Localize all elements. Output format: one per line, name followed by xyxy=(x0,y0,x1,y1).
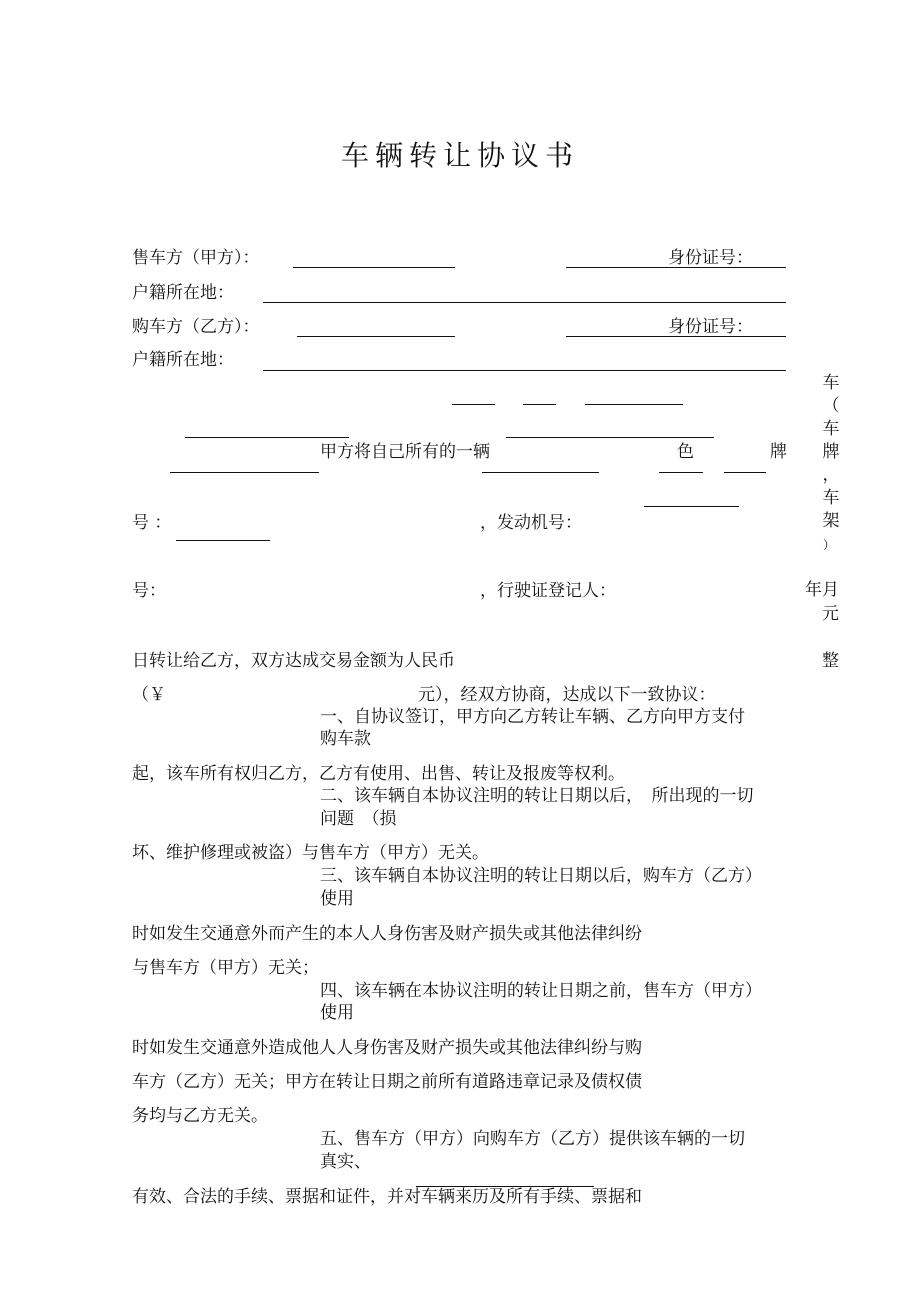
clause-5-line-a: 五、售车方（甲方）向购车方（乙方）提供该车辆的一切 xyxy=(320,1129,745,1149)
page-title: 车辆转让协议书 xyxy=(340,139,579,172)
seller-residence-line[interactable] xyxy=(263,302,786,303)
side-char: 车 xyxy=(822,488,840,508)
clause-3-line-a: 三、该车辆自本协议注明的转让日期以后，购车方（乙方） xyxy=(320,866,762,886)
blank-line[interactable] xyxy=(452,404,495,405)
buyer-id-label: 身份证号： xyxy=(668,317,753,337)
blank-line[interactable] xyxy=(185,437,349,438)
side-char: （ xyxy=(822,396,840,416)
clause-1-line-b: 购车款 xyxy=(320,729,371,749)
clause-2-line-a: 二、该车辆自本协议注明的转让日期以后， 所出现的一切 xyxy=(320,786,754,806)
clause-5-line-b: 真实、 xyxy=(320,1152,371,1172)
transfer-line: 日转让给乙方，双方达成交易金额为人民币 xyxy=(132,651,455,671)
buyer-name-line[interactable] xyxy=(297,336,455,337)
clause-2-line-c: 坏、维护修理或被盗）与售车方（甲方）无关。 xyxy=(132,843,489,863)
clause-4-line-b: 使用 xyxy=(320,1003,354,1023)
side-char: 架 xyxy=(822,511,840,531)
buyer-label: 购车方（乙方）： xyxy=(132,317,260,337)
yuan-side: 元 xyxy=(822,604,839,624)
clause-1-line-c: 起，该车所有权归乙方，乙方有使用、出售、转让及报废等权利。 xyxy=(132,764,625,784)
plate-number-label: 号 ： xyxy=(132,513,172,533)
amount-prefix: （￥ xyxy=(132,685,166,705)
seller-name-line[interactable] xyxy=(293,267,455,268)
engine-number-label: ，发动机号： xyxy=(480,513,582,533)
clause-4-line-e: 务均与乙方无关。 xyxy=(132,1106,268,1126)
clause-1-line-a: 一、自协议签订，甲方向乙方转让车辆、乙方向甲方支付 xyxy=(320,707,745,727)
year-month: 年月 xyxy=(805,580,839,600)
blank-line[interactable] xyxy=(644,506,739,507)
side-char: 牌 xyxy=(822,442,840,462)
clause-2-line-b: 问题 （损 xyxy=(320,809,397,829)
brand-line[interactable] xyxy=(724,472,766,473)
clause-4-line-a: 四、该车辆在本协议注明的转让日期之前，售车方（甲方） xyxy=(320,981,762,1001)
clause-3-line-c: 时如发生交通意外而产生的本人人身伤害及财产损失或其他法律纠纷 xyxy=(132,924,642,944)
vehicle-owner-line[interactable] xyxy=(170,472,319,473)
side-char: ， xyxy=(822,465,840,485)
vehicle-model-line[interactable] xyxy=(482,472,599,473)
amount-suffix: 元），经双方协商，达成以下一致协议： xyxy=(418,685,716,705)
seller-label: 售车方（甲方）： xyxy=(132,248,260,268)
clause-5-line-c: 有效、合法的手续、票据和证件，并对车辆来历及所有手续、票据和 xyxy=(132,1187,642,1207)
color-line[interactable] xyxy=(659,472,703,473)
brand-label: 牌 xyxy=(770,442,787,462)
side-char: 车 xyxy=(822,419,840,439)
buyer-residence-label: 户籍所在地： xyxy=(132,350,234,370)
blank-line[interactable] xyxy=(506,437,714,438)
frame-number-label: 号： xyxy=(132,581,166,601)
clause-4-line-c: 时如发生交通意外造成他人人身伤害及财产损失或其他法律纠纷与购 xyxy=(132,1038,642,1058)
seller-residence-label: 户籍所在地： xyxy=(132,283,234,303)
blank-line[interactable] xyxy=(585,404,683,405)
registrant-label: ，行驶证登记人： xyxy=(480,581,616,601)
seller-id-label: 身份证号： xyxy=(668,248,753,268)
zheng-char: 整 xyxy=(822,651,839,671)
buyer-residence-line[interactable] xyxy=(263,370,786,371)
blank-line[interactable] xyxy=(523,404,556,405)
clause-4-line-d: 车方（乙方）无关；甲方在转让日期之前所有道路违章记录及债权债 xyxy=(132,1072,642,1092)
plate-number-line[interactable] xyxy=(176,540,270,541)
clause-3-line-b: 使用 xyxy=(320,889,354,909)
side-char: ） xyxy=(822,538,835,552)
vehicle-intro: 甲方将自己所有的一辆 xyxy=(320,442,490,462)
clause-3-line-d: 与售车方（甲方）无关； xyxy=(132,958,319,978)
side-char: 车 xyxy=(822,373,840,393)
color-label: 色 xyxy=(677,442,694,462)
